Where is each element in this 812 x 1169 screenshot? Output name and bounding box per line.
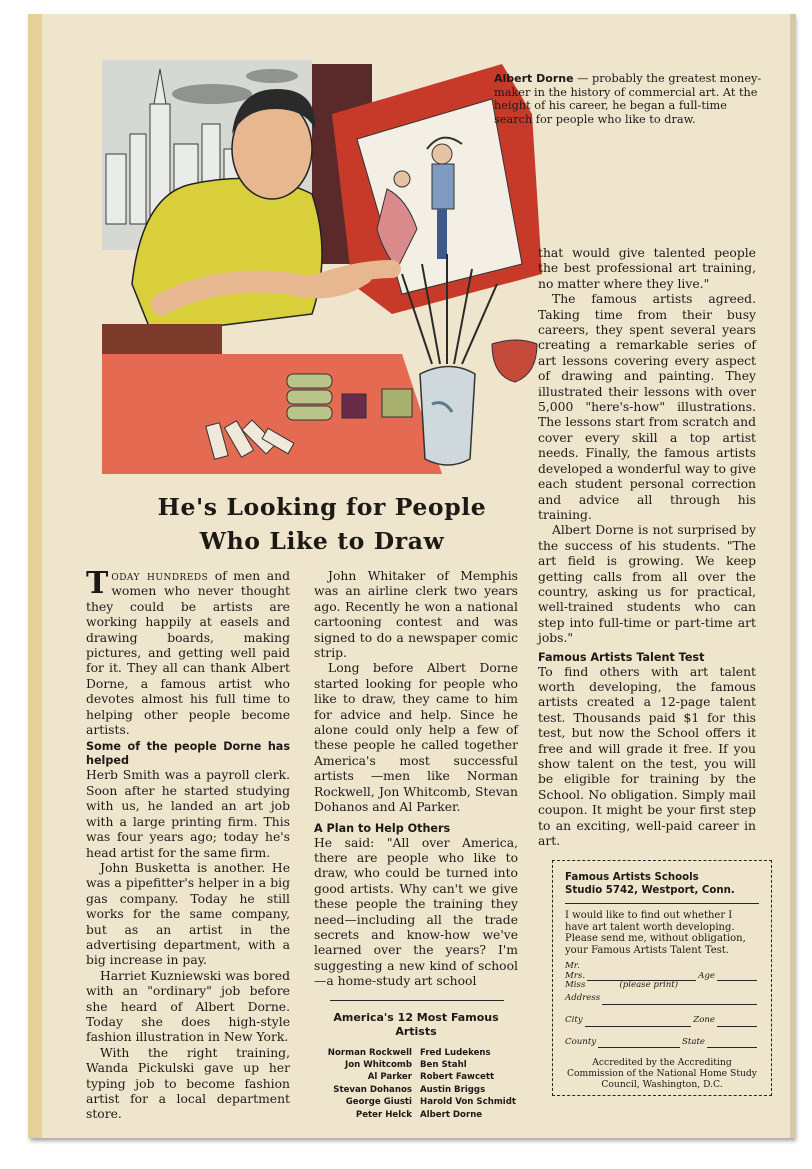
mail-coupon[interactable]	[552, 860, 772, 1096]
coupon-school-name: Famous Artists Schools	[565, 872, 699, 883]
artist-name: Harold Von Schmidt	[420, 1097, 516, 1108]
artist-name: Fred Ludekens	[420, 1047, 491, 1058]
caption-text: — probably the greatest money-maker in the history of commercial art. At the height of his career, he began a full-time search for people who like to draw.	[494, 72, 762, 126]
paragraph-john-busketta: John Busketta is another. He was a pipefitter's helper in a big gas company. Today he still works for the same company, but as an artist in the advertising department, with a big increase in pay.	[86, 860, 290, 968]
artist-name: Robert Fawcett	[420, 1072, 495, 1083]
paragraph-continuation: that would give talented people the best professional art training, no matter where they live."	[538, 246, 756, 291]
zone-field[interactable]	[717, 1017, 757, 1027]
artist-name: Albert Dorne	[420, 1109, 483, 1120]
address-row	[565, 993, 759, 1005]
paragraph-he-said: He said: "All over America, there are people who like to draw, who could be turned into good artists. Why can't we give these people the training they need—including all the trade secrets and know-how we've learned over the years? I'm suggesting a new kind of school—a home-study art school	[314, 835, 518, 989]
coupon-divider	[565, 903, 759, 904]
illustration-caption	[494, 72, 764, 126]
label-county: County	[565, 1036, 597, 1047]
miss-row	[565, 981, 759, 990]
city-row	[565, 1015, 759, 1027]
albert-dorne-illustration	[102, 54, 562, 474]
coupon-studio-address: Studio 5742, Westport, Conn.	[565, 885, 735, 896]
intro-paragraph	[86, 566, 290, 738]
artist-name: Jon Whitcomb	[345, 1059, 412, 1070]
paragraph-long-before: Long before Albert Dorne started looking for people who like to draw, they came to him for advice and help. Since he alone could only help a few of these people he called together America's most successful artists —men like Norman Rockwell, Jon Whitcomb, Stevan Dohanos and Al Parker.	[314, 661, 518, 815]
paragraph-wanda: With the right training, Wanda Pickulski gave up her typing job to become fashion artist for a local department store.	[86, 1045, 290, 1122]
subhead-plan: A Plan to Help Others	[314, 821, 451, 835]
artist-name: Norman Rockwell	[327, 1047, 412, 1058]
paragraph-herb-smith: Herb Smith was a payroll clerk. Soon after he started studying with us, he landed an art job with a large printing firm. This was four years ago; today he's head artist for the same firm.	[86, 768, 290, 860]
paragraph-talent-test: To find others with art talent worth developing, the famous artists created a 12-page talent test. Thousands paid $1 for this test, but now the School offers it free and will grade it free. If you show talent on the test, you will be eligible for training by the School. No obligation. Simply mail coupon. It might be your first step to an exciting, well-paid career in art.	[538, 664, 756, 849]
page-edge	[790, 14, 796, 1138]
label-age: Age	[698, 971, 715, 982]
column-2	[314, 569, 518, 1121]
caption-name: Albert Dorne	[494, 72, 574, 85]
intro-text: of men and women who never thought they could be artists are working happily at easels and drawing boards, making pictures, and getting well paid for it. They all can thank Albert Dorne, a famous artist who devotes almost his full time to helping other people become artists.	[86, 569, 290, 738]
headline-line-1: He's Looking for People	[157, 493, 487, 521]
artist-name: Ben Stahl	[420, 1059, 467, 1070]
headline-line-2: Who Like to Draw	[199, 527, 445, 555]
paragraph-not-surprised: Albert Dorne is not surprised by the success of his students. "The art field is growing. We keep getting calls from all over the country, asking us for practical, well-trained students who can step into full-time or part-time art jobs."	[538, 523, 756, 646]
column-1	[86, 566, 290, 1123]
state-field[interactable]	[707, 1038, 757, 1048]
drop-cap: T	[86, 566, 109, 601]
label-miss: Miss	[565, 980, 586, 991]
column-3	[538, 246, 756, 849]
paragraph-artists-agreed: The famous artists agreed. Taking time from their busy careers, they spent several years creating a remarkable series of art lessons covering every aspect of drawing and painting. They illustrated their lessons with over 5,000 "here's-how" illustrations. The lessons start from scratch and cover every skill a top artist needs. Finally, the famous artists developed a wonderful way to give each student personal correction and advice all through his training.	[538, 292, 756, 522]
magazine-page	[28, 14, 794, 1138]
subhead-people-helped: Some of the people Dorne has helped	[86, 740, 290, 768]
coupon-accreditation: Accredited by the Accrediting Commission of the National Home Study Council, Washington, D.C.	[567, 1057, 757, 1090]
artist-name: Peter Helck	[355, 1109, 412, 1120]
subhead-talent-test: Famous Artists Talent Test	[538, 650, 705, 664]
artists-list	[314, 1047, 518, 1121]
headline	[102, 490, 542, 558]
city-field[interactable]	[585, 1017, 692, 1027]
label-please-print: (please print)	[619, 980, 679, 991]
label-city: City	[565, 1014, 583, 1025]
label-zone: Zone	[693, 1014, 715, 1025]
divider	[330, 1000, 504, 1001]
label-address: Address	[565, 993, 601, 1004]
artist-name: Stevan Dohanos	[333, 1084, 412, 1095]
artists-list-title: America's 12 Most Famous Artists	[333, 1010, 499, 1038]
county-field[interactable]	[598, 1038, 680, 1048]
paragraph-john-whitaker: John Whitaker of Memphis was an airline clerk two years ago. Recently he won a national cartooning contest and was signed to do a newspaper comic strip.	[314, 569, 518, 661]
coupon-name-block	[565, 962, 759, 990]
label-state: State	[681, 1036, 705, 1047]
artist-name: Al Parker	[367, 1072, 412, 1083]
label-mr: Mr.	[565, 961, 580, 972]
coupon-body: I would like to find out whether I have art talent worth developing. Please send me, without obligation, your Famous Artists Talent Test.	[565, 910, 746, 956]
paragraph-harriet: Harriet Kuzniewski was bored with an "ordinary" job before she heard of Albert Dorne. Today she does high-style fashion illustration in New York.	[86, 968, 290, 1045]
county-row	[565, 1037, 759, 1049]
age-field[interactable]	[717, 971, 757, 981]
artist-name: Austin Briggs	[420, 1084, 486, 1095]
label-mrs: Mrs.	[565, 971, 586, 982]
address-field[interactable]	[602, 995, 757, 1005]
artist-name: George Giusti	[345, 1097, 412, 1108]
intro-smallcaps: oday hundreds	[111, 569, 209, 583]
